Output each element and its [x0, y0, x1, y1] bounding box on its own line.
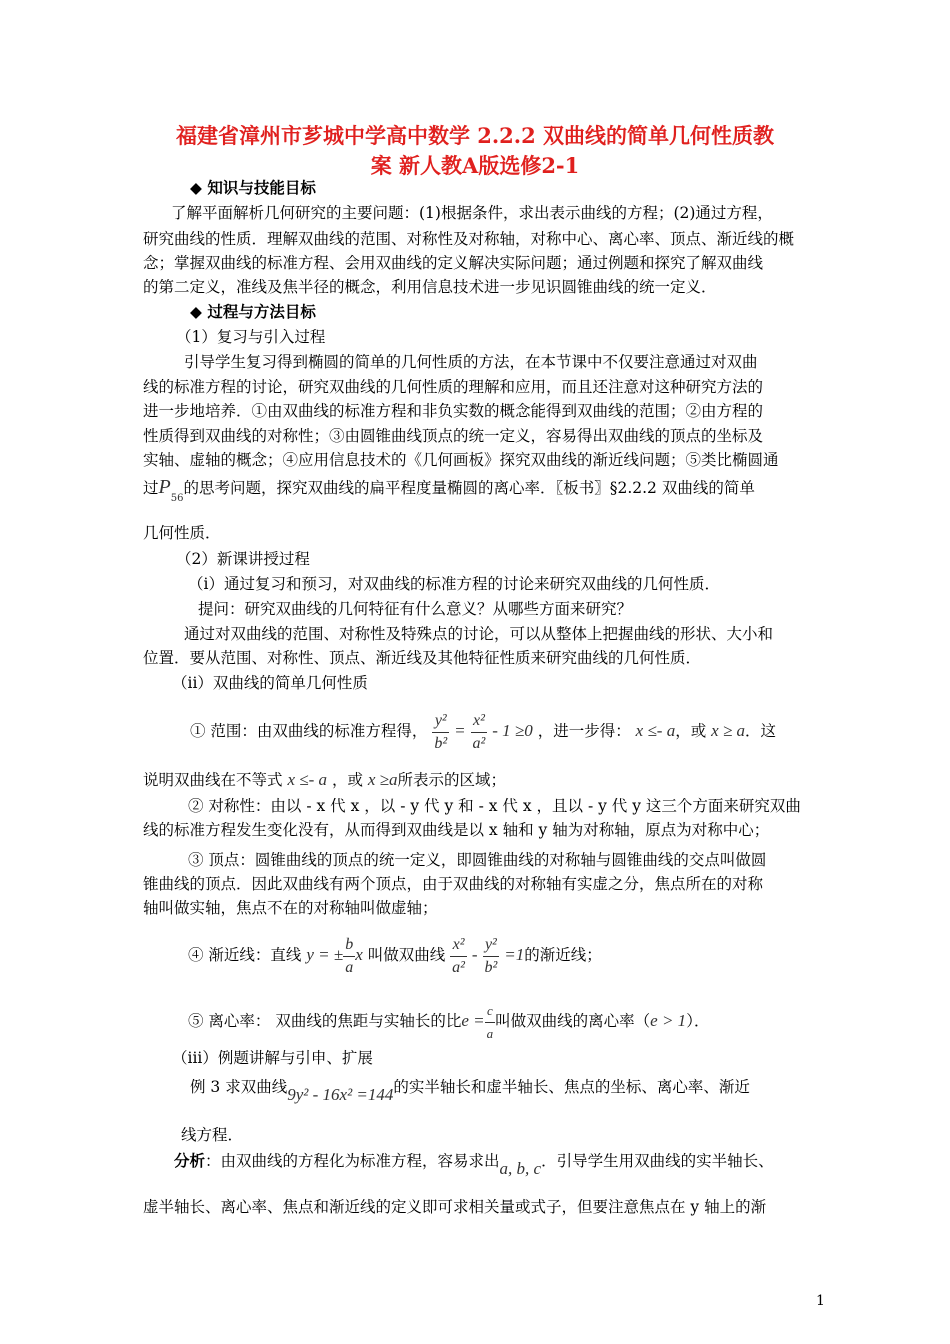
- paragraph-line: 进一步地培养．①由双曲线的标准方程和非负实数的概念能得到双曲线的范围；②由方程的: [143, 402, 764, 420]
- subheading: （ii）双曲线的简单几何性质: [172, 674, 368, 692]
- math-p: P: [158, 476, 171, 498]
- paragraph-line: 位置．要从范围、对称性、顶点、渐近线及其他特征性质来研究曲线的几何性质．: [143, 649, 702, 667]
- paragraph-line: 引导学生复习得到椭圆的简单的几何性质的方法，在本节课中不仅要注意通过对双曲: [184, 353, 758, 371]
- section-heading-knowledge: ◆ 知识与技能目标: [190, 178, 316, 197]
- subheading: （1）复习与引入过程: [176, 328, 326, 346]
- property-range-line2: 说明双曲线在不等式 x ≤- a ，或 x ≥a所表示的区域；: [143, 770, 507, 789]
- subheading: （iii）例题讲解与引申、扩展: [172, 1049, 373, 1067]
- text: ① 范围：由双曲线的标准方程得，: [190, 722, 428, 740]
- paragraph-line: 虚半轴长、离心率、焦点和渐近线的定义即可求相关量或式子，但要注意焦点在 y 轴上的渐: [143, 1198, 767, 1216]
- paragraph-line: 研究曲线的性质．理解双曲线的范围、对称性及对称轴，对称中心、离心率、顶点、渐近线的概: [143, 230, 795, 248]
- paragraph-line: 念；掌握双曲线的标准方程、会用双曲线的定义解决实际问题；通过例题和探究了解双曲线: [143, 254, 764, 272]
- paragraph-line: 实轴、虚轴的概念；④应用信息技术的《几何画板》探究双曲线的渐近线问题；⑤类比椭圆通: [143, 451, 779, 469]
- doc-title-line1: 福建省漳州市芗城中学高中数学 2.2.2 双曲线的简单几何性质教: [175, 123, 775, 148]
- math-subscript: 56: [170, 493, 184, 504]
- paragraph-line: 提问：研究双曲线的几何特征有什么意义？从哪些方面来研究？: [198, 600, 633, 618]
- text: 的思考问题，探究双曲线的扁平程度量椭圆的离心率．〖板书〗§2.2.2 双曲线的简单: [183, 479, 755, 497]
- paragraph-line: 线的标准方程的讨论，研究双曲线的几何性质的理解和应用，而且还注意对这种研究方法的: [143, 378, 764, 396]
- property-symmetry: ② 对称性：由以 - x 代 x ，以 - y 代 y 和 - x 代 x ，且以 - y 代 y 这三个方面来研究双曲: [188, 797, 801, 815]
- fraction: $\frac{\text{x²}}{\text{a²}}$: [472, 711, 486, 752]
- paragraph-line-with-math: [143, 476, 755, 510]
- fraction: $\frac{\text{y²}}{\text{b²}}$: [484, 935, 498, 976]
- paragraph-line: 线的标准方程发生变化没有，从而得到双曲线是以 x 轴和 y 轴为对称轴，原点为对称中心；: [143, 821, 770, 839]
- fraction: $\frac{\text{x²}}{\text{a²}}$: [452, 935, 465, 976]
- paragraph-line: 轴叫做实轴，焦点不在的对称轴叫做虚轴；: [143, 899, 438, 917]
- paragraph-line: 了解平面解析几何研究的主要问题：(1)根据条件，求出表示曲线的方程；(2)通过方程，: [171, 204, 773, 222]
- paragraph-line: （i）通过复习和预习，对双曲线的标准方程的讨论来研究双曲线的几何性质．: [188, 575, 720, 593]
- paragraph-line: 几何性质．: [143, 524, 221, 542]
- subheading: （2）新课讲授过程: [176, 550, 310, 568]
- property-vertex: ③ 顶点：圆锥曲线的顶点的统一定义，即圆锥曲线的对称轴与圆锥曲线的交点叫做圆: [188, 851, 767, 869]
- paragraph-line: 的第二定义，准线及焦半径的概念，利用信息技术进一步见识圆锥曲线的统一定义．: [143, 278, 717, 296]
- paragraph-line: 性质得到双曲线的对称性；③由圆锥曲线顶点的统一定义，容易得出双曲线的顶点的坐标及: [143, 427, 764, 445]
- example-line: 例 3 求双曲线9y² - 16x² =144的实半轴长和虚半轴长、焦点的坐标、离心率、渐近: [190, 1078, 750, 1104]
- property-eccentricity: ⑤ 离心率： 双曲线的焦距与实轴长的比e = $\frac{c}{a}$ 叫做双曲线的离心率（e > 1）．: [188, 996, 709, 1046]
- property-asymptote: ④ 渐近线：直线 y = ± $\frac{b}{a}$ x 叫做双曲线 $\frac{\text{x²}}{\text{a²}}$ - $\frac{\text{y²}}{\text{b²}}$ =1的渐近线；: [188, 930, 602, 980]
- analysis-line: 分析：由双曲线的方程化为标准方程，容易求出a, b, c．引导学生用双曲线的实半轴长、: [174, 1151, 774, 1178]
- paragraph-line: 通过对双曲线的范围、对称性及特殊点的讨论，可以从整体上把握曲线的形状、大小和: [184, 625, 774, 643]
- section-heading-process: ◆ 过程与方法目标: [190, 302, 316, 321]
- page-number: 1: [816, 1293, 825, 1309]
- paragraph-line: 锥曲线的顶点．因此双曲线有两个顶点，由于双曲线的对称轴有实虚之分，焦点所在的对称: [143, 875, 764, 893]
- paragraph-line: 线方程．: [181, 1126, 244, 1144]
- fraction: $\frac{\text{y²}}{\text{b²}}$: [434, 711, 448, 752]
- doc-title-line2: 案 新人教A版选修2-1: [370, 153, 580, 178]
- fraction: $\frac{b}{a}$: [345, 935, 354, 976]
- text: 过: [143, 479, 159, 497]
- fraction: $\frac{c}{a}$: [485, 1000, 496, 1045]
- property-range: ① 范围：由双曲线的标准方程得， $\frac{\text{y²}}{\text{b²}}$ = $\frac{\text{x²}}{\text{a²}}$ - 1 ≥0 ，进一步得： x ≤- a，或 x ≥ a．这: [190, 706, 776, 756]
